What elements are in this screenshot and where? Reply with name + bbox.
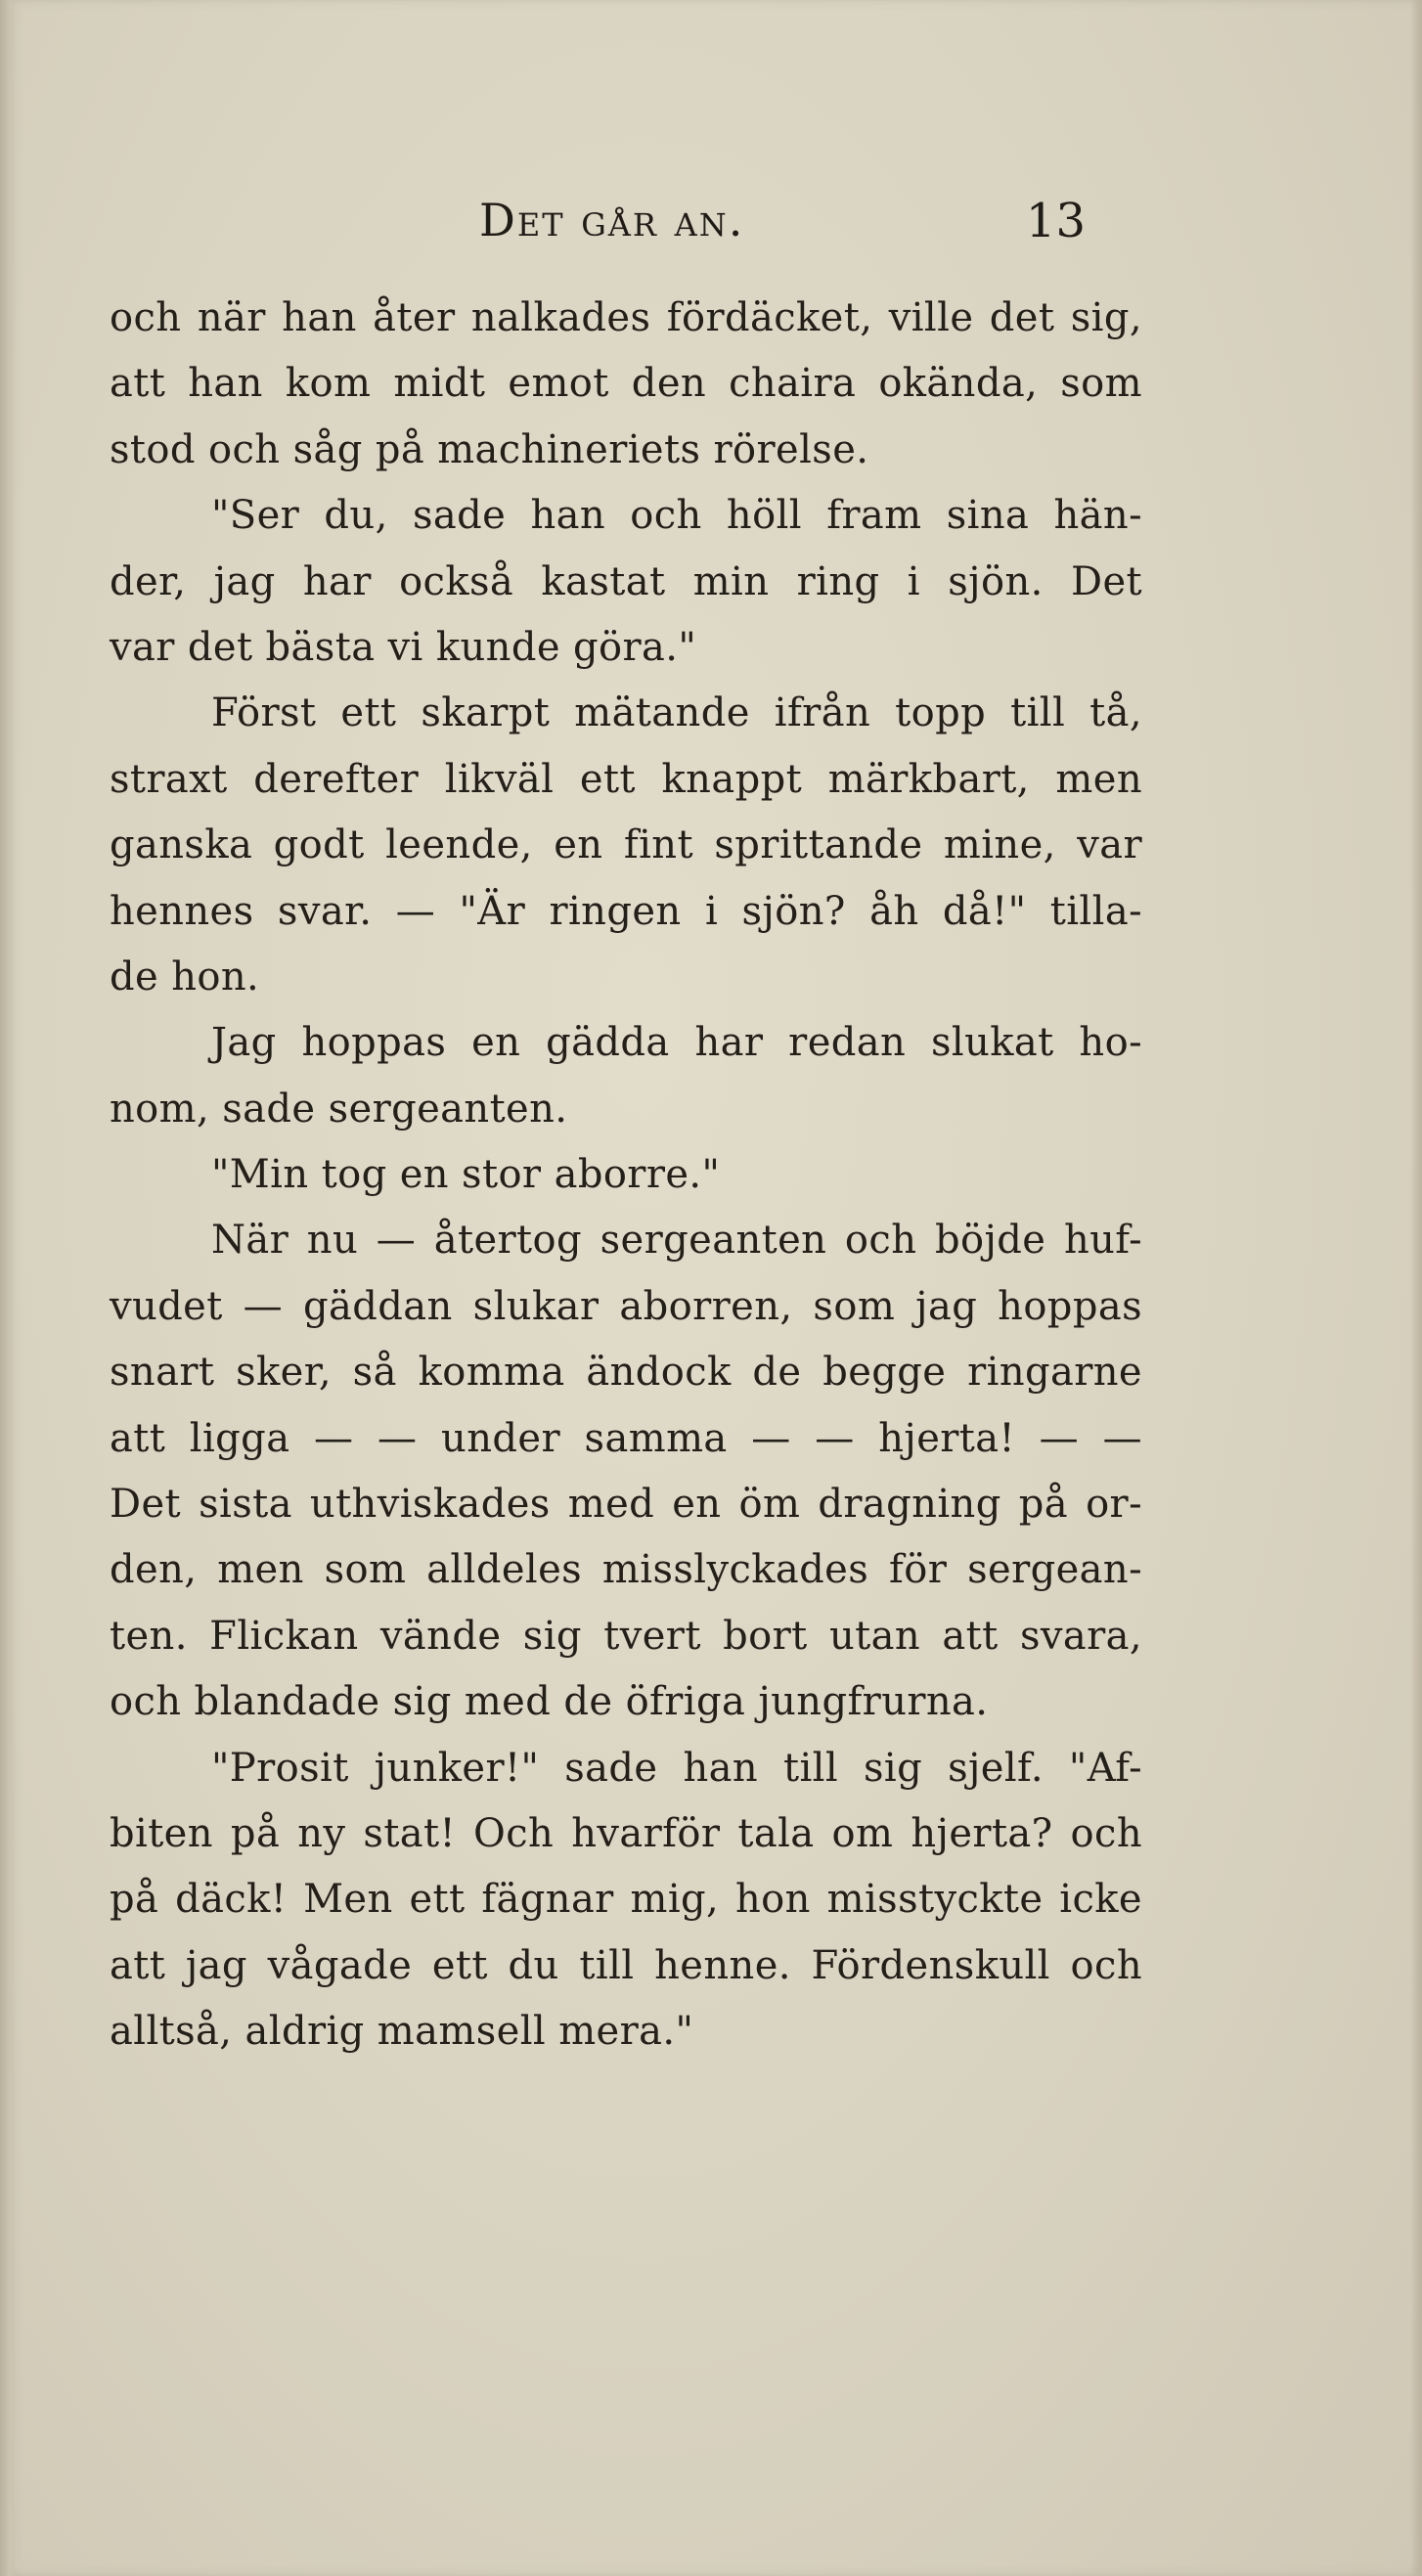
text-line: att han kom midt emot den chaira okända, som [110,361,1142,407]
text-line: vudet — gäddan slukar aborren, som jag hoppas [110,1283,1142,1329]
text-line: stod och såg på machineriets rörelse. [110,426,869,472]
text-line: "Prosit junker!" sade han till sig sjelf. "Af- [211,1745,1142,1791]
text-line: straxt derefter likväl ett knappt märkbart, men [110,756,1142,802]
text-line: snart sker, så komma ändock de begge ringarne [110,1350,1142,1396]
running-title: Det går an. [479,194,745,246]
text-line: biten på ny stat! Och hvarför tala om hjerta? och [110,1810,1142,1856]
text-line: "Min tog en stor aborre." [211,1152,721,1198]
text-line: var det bästa vi kunde göra." [110,624,697,670]
text-line: "Ser du, sade han och höll fram sina hän- [211,493,1142,539]
body-text [110,286,1142,2065]
page-number: 13 [1025,194,1086,248]
text-line: nom, sade sergeanten. [110,1086,568,1132]
page-header [479,194,1086,262]
text-line: ganska godt leende, en fint sprittande mine, var [110,822,1142,868]
text-line: de hon. [110,954,260,999]
text-line: alltså, aldrig mamsell mera." [110,2009,694,2055]
text-line: att jag vågade ett du till henne. Fördenskull och [110,1942,1142,1988]
page-right-edge-shadow [1410,0,1422,2576]
page-left-edge-shadow [0,0,16,2576]
text-line: der, jag har också kastat min ring i sjön. Det [110,558,1142,604]
text-line: Först ett skarpt mätande ifrån topp till tå, [211,690,1142,736]
text-line: hennes svar. — "Är ringen i sjön? åh då!" tilla- [110,888,1142,934]
text-line: Jag hoppas en gädda har redan slukat ho- [211,1020,1142,1066]
text-line: och blandade sig med de öfriga jungfrurna. [110,1679,989,1725]
text-line: ten. Flickan vände sig tvert bort utan att svara, [110,1613,1142,1659]
text-line: på däck! Men ett fägnar mig, hon misstyckte icke [110,1877,1142,1923]
text-line: och när han åter nalkades fördäcket, ville det sig, [110,295,1142,340]
text-line: Det sista uthviskades med en öm dragning på or- [110,1482,1142,1528]
text-line: att ligga — — under samma — — hjerta! — — [110,1415,1142,1461]
text-line: När nu — återtog sergeanten och böjde huf- [211,1218,1142,1264]
text-line: den, men som alldeles misslyckades för sergean- [110,1547,1142,1593]
